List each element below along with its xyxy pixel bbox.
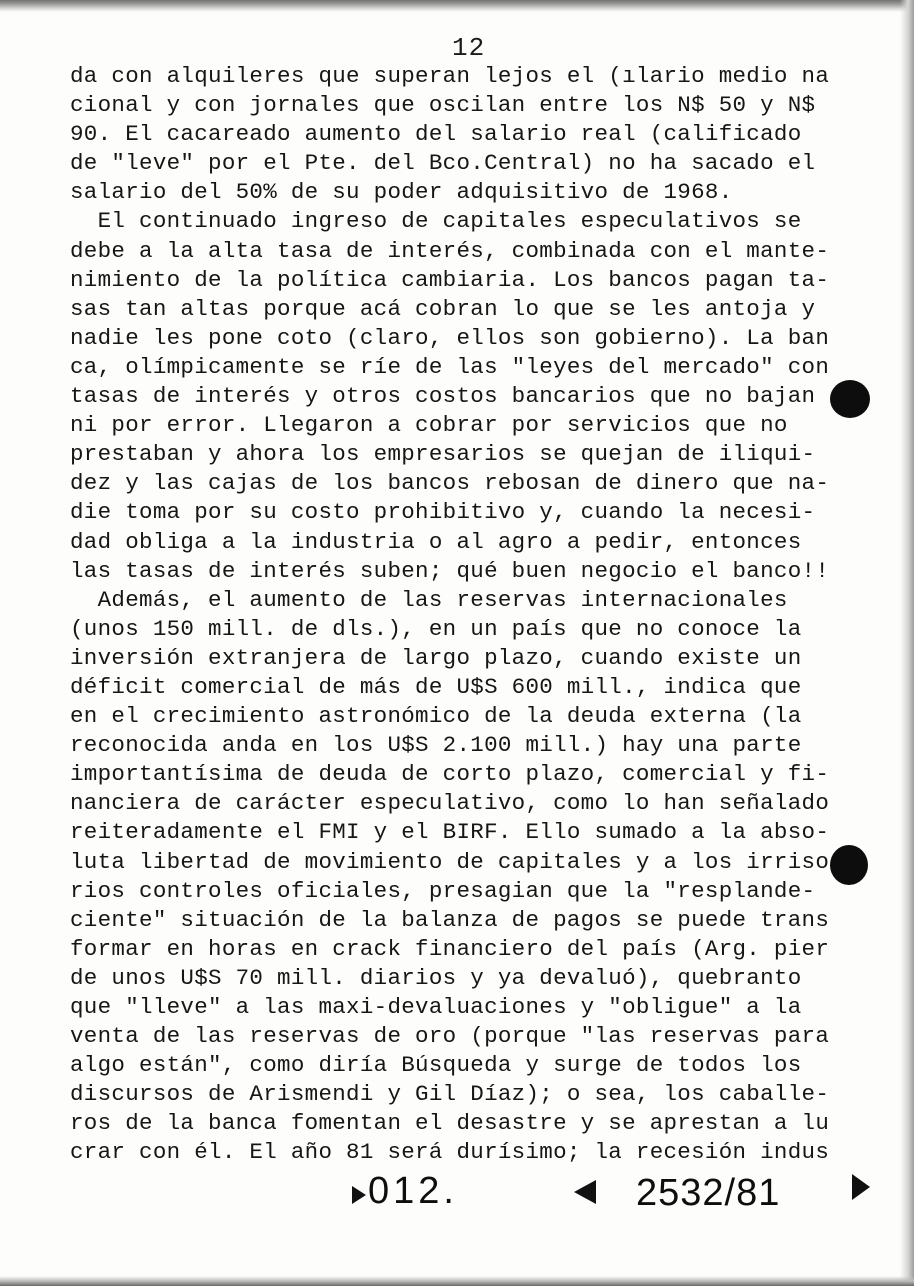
text-line: ca, olímpicamente se ríe de las "leyes del mercado" con: [70, 353, 830, 380]
text-line: dez y las cajas de los bancos rebosan de dinero que na-: [70, 470, 830, 497]
text-line: reconocida anda en los U$S 2.100 mill.) hay una parte: [70, 732, 802, 759]
text-line: El continuado ingreso de capitales especulativos se: [70, 208, 802, 235]
text-line: nimiento de la política cambiaria. Los bancos pagan ta-: [70, 266, 830, 293]
ink-blot-mark: [830, 845, 868, 885]
text-line: debe a la alta tasa de interés, combinada con el mante-: [70, 237, 830, 264]
text-line: ni por error. Llegaron a cobrar por servicios que no: [70, 412, 788, 439]
text-line: nanciera de carácter especulativo, como lo han señalado: [70, 790, 830, 817]
archive-stamp-number: 2532/81: [636, 1172, 781, 1214]
text-line: luta libertad de movimiento de capitales y a los irriso: [70, 848, 830, 875]
page-number: 12: [452, 33, 486, 63]
scan-right-edge: [900, 0, 914, 1286]
text-line: Además, el aumento de las reservas internacionales: [70, 586, 788, 613]
scan-top-edge: [0, 0, 914, 12]
text-line: 90. El cacareado aumento del salario real (calificado: [70, 121, 802, 148]
text-line: inversión extranjera de largo plazo, cuando existe un: [70, 644, 802, 671]
text-line: importantísima de deuda de corto plazo, comercial y fi-: [70, 761, 830, 788]
text-line: formar en horas en crack financiero del país (Arg. pier: [70, 935, 830, 962]
text-line: algo están", como diría Búsqueda y surge de todos los: [70, 1052, 802, 1079]
text-line: ciente" situación de la balanza de pagos se puede trans: [70, 906, 830, 933]
text-line: (unos 150 mill. de dls.), en un país que no conoce la: [70, 615, 802, 642]
text-line: dad obliga a la industria o al agro a pedir, entonces: [70, 528, 802, 555]
text-line: salario del 50% de su poder adquisitivo de 1968.: [70, 179, 733, 206]
ink-blot-mark: [830, 380, 870, 418]
text-line: rios controles oficiales, presagian que la "resplande-: [70, 877, 816, 904]
text-line: que "lleve" a las maxi-devaluaciones y "obligue" a la: [70, 994, 802, 1020]
archive-footer: [0, 1170, 914, 1230]
text-line: tasas de interés y otros costos bancarios que no bajan: [70, 383, 816, 410]
text-line: die toma por su costo prohibitivo y, cuando la necesi-: [70, 499, 816, 526]
pointer-arrow-icon: [852, 1174, 870, 1200]
text-line: cional y con jornales que oscilan entre los N$ 50 y N$: [70, 92, 816, 119]
text-line: de unos U$S 70 mill. diarios y ya devaluó), quebranto: [70, 964, 802, 991]
text-line: sas tan altas porque acá cobran lo que se les antoja y: [70, 295, 816, 322]
text-line: nadie les pone coto (claro, ellos son gobierno). La ban: [70, 324, 830, 351]
text-line: déficit comercial de más de U$S 600 mill., indica que: [70, 673, 802, 700]
text-line: reiteradamente el FMI y el BIRF. Ello sumado a la abso-: [70, 819, 830, 846]
text-line: venta de las reservas de oro (porque "las reservas para: [70, 1023, 830, 1050]
pointer-arrow-icon: [352, 1186, 366, 1204]
text-line: da con alquileres que superan lejos el (ılario medio na: [70, 63, 830, 89]
text-line: prestaban y ahora los empresarios se quejan de iliqui-: [70, 441, 816, 468]
text-line: ros de la banca fomentan el desastre y se aprestan a lu: [70, 1110, 830, 1137]
scan-bottom-edge: [0, 1276, 914, 1286]
text-line: discursos de Arismendi y Gil Díaz); o sea, los caballe-: [70, 1081, 830, 1108]
typewritten-body: [70, 62, 900, 1168]
text-line: las tasas de interés suben; qué buen negocio el banco!!: [70, 557, 830, 584]
document-code: 012.: [368, 1170, 458, 1212]
text-line: en el crecimiento astronómico de la deuda externa (la: [70, 703, 802, 730]
text-line: de "leve" por el Pte. del Bco.Central) no ha sacado el: [70, 150, 816, 177]
text-line: crar con él. El año 81 será durísimo; la recesión indus: [70, 1139, 830, 1166]
pointer-arrow-icon: [574, 1180, 596, 1204]
